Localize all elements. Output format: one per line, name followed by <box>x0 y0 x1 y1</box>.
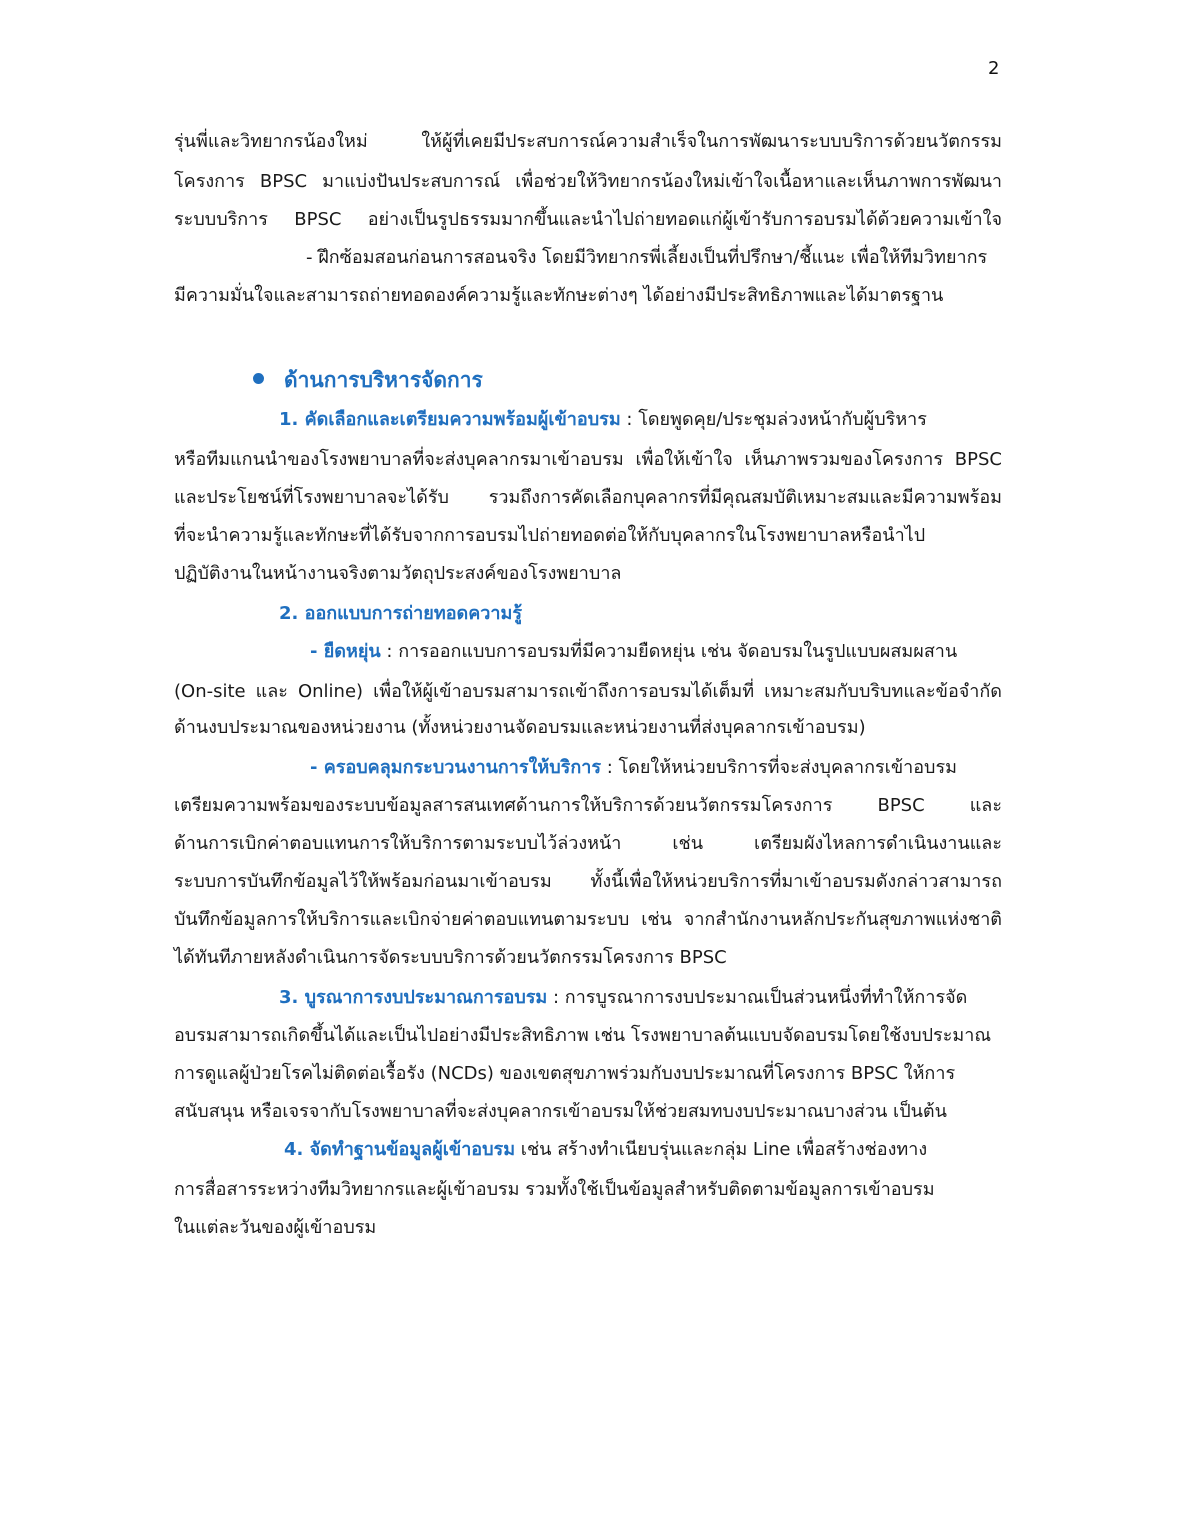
item2-sub2-line1-rest: : โดยให้หน่วยบริการที่จะส่งบุคลากรเข้าอบรม <box>601 757 958 778</box>
item3-line1-rest: : การบูรณาการงบประมาณเป็นส่วนหนึ่งที่ทำให้การจัด <box>547 987 968 1008</box>
item2-sub1-line-2: (On-site และ Online) เพื่อให้ผู้เข้าอบรมสามารถเข้าถึงการอบรมได้เต็มที่ เหมาะสมกับบริบทและข้อจำกัด <box>174 681 1002 702</box>
item4-line-2: การสื่อสารระหว่างทีมวิทยากรและผู้เข้าอบรม รวมทั้งใช้เป็นข้อมูลสำหรับติดตามข้อมูลการเข้าอบรม <box>174 1179 935 1200</box>
item2-sub1-line-3: ด้านงบประมาณของหน่วยงาน (ทั้งหน่วยงานจัดอบรมและหน่วยงานที่ส่งบุคลากรเข้าอบรม) <box>174 717 866 738</box>
item2-sub2-line-6: ได้ทันทีภายหลังดำเนินการจัดระบบบริการด้วยนวัตกรรมโครงการ BPSC <box>174 947 727 968</box>
item4-line-3: ในแต่ละวันของผู้เข้าอบรม <box>174 1217 377 1238</box>
item2-sub2-label: - ครอบคลุมกระบวนงานการให้บริการ <box>310 757 601 778</box>
item3-line-2: อบรมสามารถเกิดขึ้นได้และเป็นไปอย่างมีประสิทธิภาพ เช่น โรงพยาบาลต้นแบบจัดอบรมโดยใช้งบประมาณ <box>174 1025 992 1046</box>
item3-line-3: การดูแลผู้ป่วยโรคไม่ติดต่อเรื้อรัง (NCDs) ของเขตสุขภาพร่วมกับงบประมาณที่โครงการ BPSC ให้การ <box>174 1063 956 1084</box>
section-heading-text: ด้านการบริหารจัดการ <box>284 368 483 392</box>
intro-line-2: โครงการ BPSC มาแบ่งปันประสบการณ์ เพื่อช่วยให้วิทยากรน้องใหม่เข้าใจเนื้อหาและเห็นภาพการพัฒนา <box>174 171 1002 192</box>
item2-sub2-line-4: ระบบการบันทึกข้อมูลไว้ให้พร้อมก่อนมาเข้าอบรม ทั้งนี้เพื่อให้หน่วยบริการที่มาเข้าอบรมดังกล่าวสามารถ <box>174 871 1002 892</box>
item3-line-4: สนับสนุน หรือเจรจากับโรงพยาบาลที่จะส่งบุคลากรเข้าอบรมให้ช่วยสมทบงบประมาณบางส่วน เป็นต้น <box>174 1101 947 1122</box>
item1-line-4: ที่จะนำความรู้และทักษะที่ได้รับจากการอบรมไปถ่ายทอดต่อให้กับบุคลากรในโรงพยาบาลหรือนำไป <box>174 525 926 546</box>
item2-sub2-line-1 <box>310 756 957 780</box>
item4-label: 4. จัดทำฐานข้อมูลผู้เข้าอบรม <box>284 1139 516 1160</box>
page-number: 2 <box>988 58 1000 79</box>
item3-label: 3. บูรณาการงบประมาณการอบรม <box>279 987 548 1008</box>
item1-line-3: และประโยชน์ที่โรงพยาบาลจะได้รับ รวมถึงการคัดเลือกบุคลากรที่มีคุณสมบัติเหมาะสมและมีความพร้อม <box>174 487 1002 508</box>
item2-sub1-line-1 <box>310 640 957 664</box>
item1-label: 1. คัดเลือกและเตรียมความพร้อมผู้เข้าอบรม <box>279 409 621 430</box>
item3-line-1 <box>279 986 967 1010</box>
bullet-dot-icon <box>253 373 264 384</box>
item1-line-1 <box>279 408 927 432</box>
item1-line-5: ปฏิบัติงานในหน้างานจริงตามวัตถุประสงค์ของโรงพยาบาล <box>174 563 622 584</box>
item2-sub2-line-5: บันทึกข้อมูลการให้บริการและเบิกจ่ายค่าตอบแทนตามระบบ เช่น จากสำนักงานหลักประกันสุขภาพแห่งชาติ <box>174 909 1002 930</box>
item2-line-1 <box>279 602 522 626</box>
section-heading <box>253 366 483 394</box>
item2-sub2-line-2: เตรียมความพร้อมของระบบข้อมูลสารสนเทศด้านการให้บริการด้วยนวัตกรรมโครงการ BPSC และ <box>174 795 1002 816</box>
intro-line-5: มีความมั่นใจและสามารถถ่ายทอดองค์ความรู้และทักษะต่างๆ ได้อย่างมีประสิทธิภาพและได้มาตรฐาน <box>174 285 944 306</box>
item2-sub2-line-3: ด้านการเบิกค่าตอบแทนการให้บริการตามระบบไว้ล่วงหน้า เช่น เตรียมผังไหลการดำเนินงานและ <box>174 833 1002 854</box>
item1-line-2: หรือทีมแกนนำของโรงพยาบาลที่จะส่งบุคลากรมาเข้าอบรม เพื่อให้เข้าใจ เห็นภาพรวมของโครงการ BPSC <box>174 449 1002 470</box>
intro-line-1: รุ่นพี่และวิทยากรน้องใหม่ ให้ผู้ที่เคยมีประสบการณ์ความสำเร็จในการพัฒนาระบบบริการด้วยนวัตกรรม <box>174 131 1002 152</box>
item2-sub1-line1-rest: : การออกแบบการอบรมที่มีความยืดหยุ่น เช่น จัดอบรมในรูปแบบผสมผสาน <box>380 641 958 662</box>
item4-line-1 <box>284 1138 927 1162</box>
intro-line-4: - ฝึกซ้อมสอนก่อนการสอนจริง โดยมีวิทยากรพี่เลี้ยงเป็นที่ปรึกษา/ชี้แนะ เพื่อให้ทีมวิทยากร <box>306 247 988 268</box>
item1-line1-rest: : โดยพูดคุย/ประชุมล่วงหน้ากับผู้บริหาร <box>620 409 927 430</box>
intro-line-3: ระบบบริการ BPSC อย่างเป็นรูปธรรมมากขึ้นและนำไปถ่ายทอดแก่ผู้เข้ารับการอบรมได้ด้วยความเข้าใจ <box>174 209 1002 230</box>
item4-line1-rest: เช่น สร้างทำเนียบรุ่นและกลุ่ม Line เพื่อสร้างช่องทาง <box>515 1139 928 1160</box>
item2-label: 2. ออกแบบการถ่ายทอดความรู้ <box>279 603 522 624</box>
item2-sub1-label: - ยืดหยุ่น <box>310 641 381 662</box>
